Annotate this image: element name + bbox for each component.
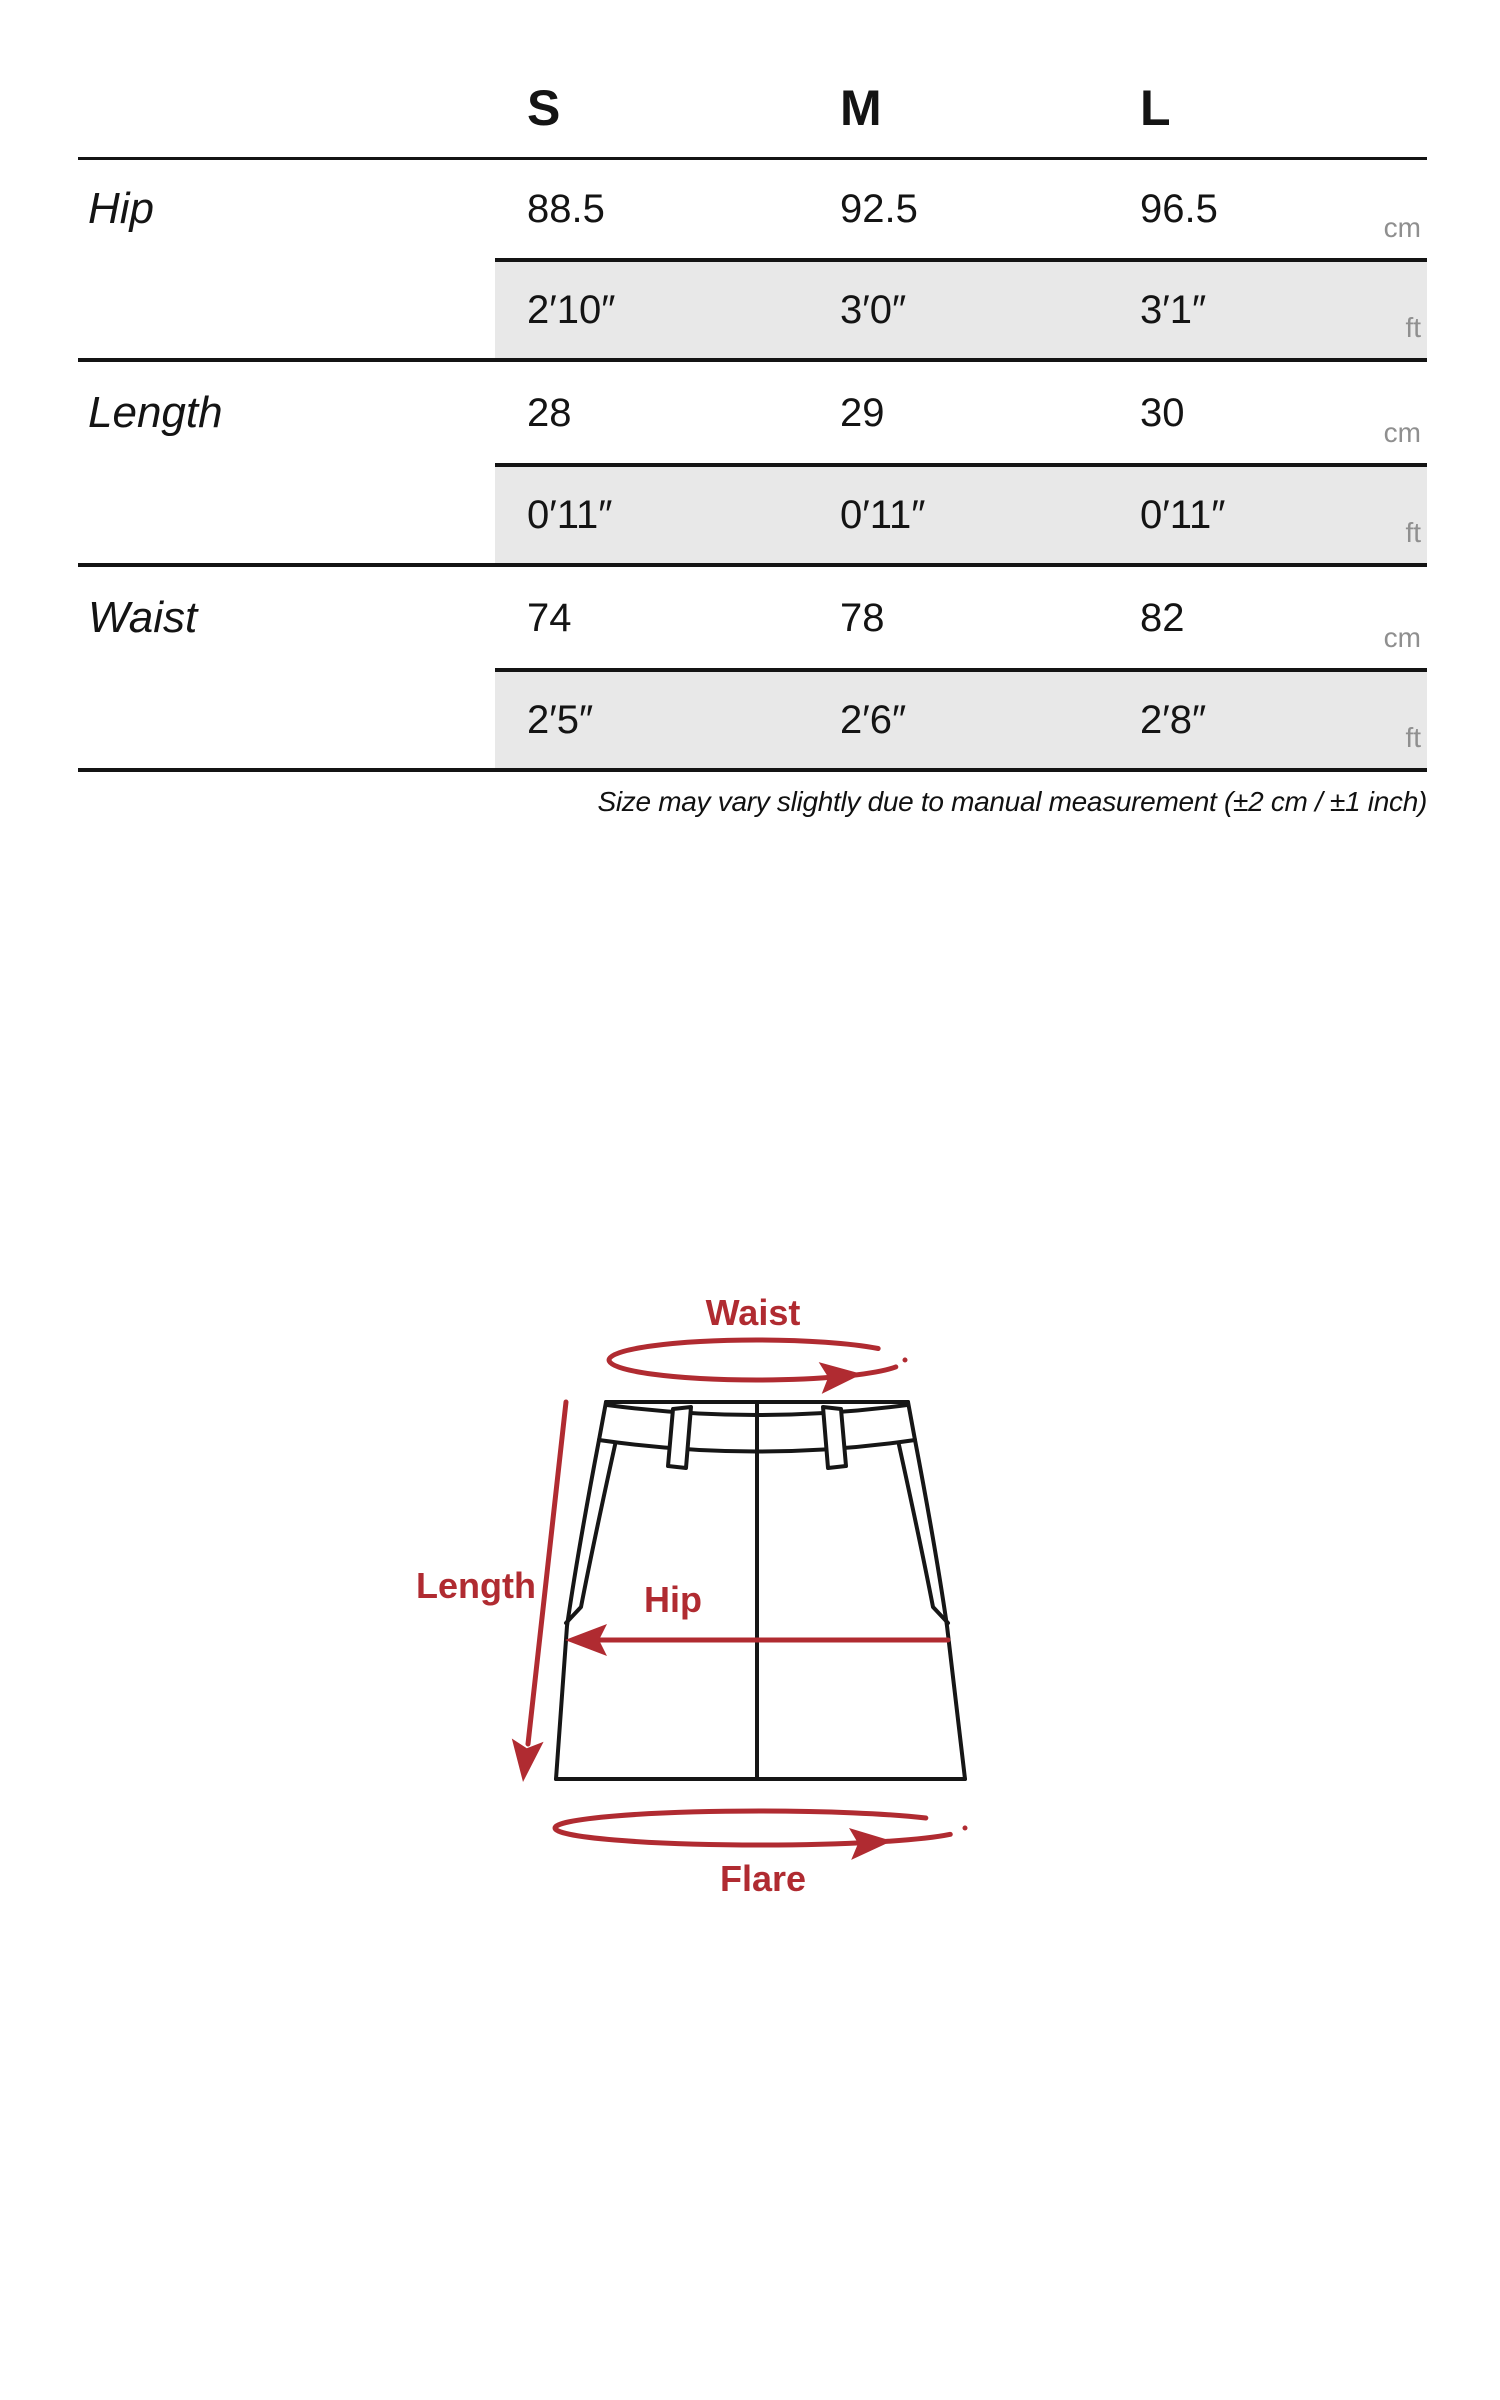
row-label-hip: Hip	[88, 184, 155, 233]
waist-cm-m: 78	[840, 595, 885, 640]
size-chart-table	[78, 58, 1427, 818]
length-cm-l: 30	[1140, 390, 1185, 435]
unit-label-cm: cm	[1383, 212, 1421, 243]
left-belt-loop	[668, 1407, 691, 1468]
skirt-measurement-diagram	[380, 1240, 1040, 1940]
length-ft-l: 0′11″	[1140, 493, 1226, 537]
hip-ft-row	[495, 258, 1427, 358]
waist-ft-m: 2′6″	[840, 698, 907, 742]
measurement-disclaimer-note: Size may vary slightly due to manual measurement (±2 cm / ±1 inch)	[597, 786, 1427, 817]
hip-ft-s: 2′10″	[527, 288, 616, 332]
flare-girth-arrow-loop	[555, 1811, 965, 1845]
size-col-header-m: M	[840, 79, 882, 136]
measurement-annotations	[416, 1292, 965, 1899]
hip-cm-s: 88.5	[527, 187, 605, 231]
hip-cm-row	[78, 157, 1427, 258]
unit-label-ft: ft	[1405, 517, 1421, 548]
waist-ft-s: 2′5″	[527, 698, 594, 742]
measurement-section-hip	[78, 157, 1427, 362]
size-col-header-s: S	[527, 79, 561, 136]
unit-label-ft: ft	[1405, 722, 1421, 753]
size-header-row	[78, 58, 1427, 157]
diagram-label-waist: Waist	[705, 1292, 801, 1333]
waist-ft-l: 2′8″	[1140, 698, 1207, 742]
unit-label-ft: ft	[1405, 312, 1421, 343]
hip-cm-m: 92.5	[840, 187, 918, 231]
waist-ft-row	[495, 668, 1427, 768]
length-ft-row	[495, 463, 1427, 563]
diagram-label-flare: Flare	[719, 1858, 807, 1899]
length-cm-m: 29	[840, 390, 885, 435]
hip-ft-l: 3′1″	[1140, 288, 1207, 332]
measurement-section-waist	[78, 567, 1427, 772]
waistband-right-end	[908, 1402, 915, 1440]
row-label-length: Length	[88, 387, 223, 437]
hip-cm-l: 96.5	[1140, 187, 1218, 231]
length-cm-s: 28	[527, 390, 572, 435]
waist-cm-row	[78, 567, 1427, 668]
size-col-header-l: L	[1140, 79, 1171, 136]
measurement-section-length	[78, 362, 1427, 567]
right-side-seam	[915, 1440, 965, 1779]
length-cm-row	[78, 362, 1427, 463]
waist-cm-l: 82	[1140, 595, 1185, 640]
waistband-left-end	[599, 1402, 606, 1440]
diagram-label-length: Length	[416, 1565, 536, 1606]
skirt-sketch	[556, 1402, 965, 1779]
right-belt-loop	[823, 1407, 846, 1468]
row-label-waist: Waist	[88, 592, 198, 642]
unit-label-cm: cm	[1383, 622, 1421, 653]
hip-ft-m: 3′0″	[840, 288, 907, 332]
length-ft-s: 0′11″	[527, 493, 613, 537]
diagram-label-hip: Hip	[644, 1579, 702, 1620]
waist-cm-s: 74	[527, 595, 572, 640]
length-ft-m: 0′11″	[840, 493, 926, 537]
unit-label-cm: cm	[1383, 417, 1421, 448]
